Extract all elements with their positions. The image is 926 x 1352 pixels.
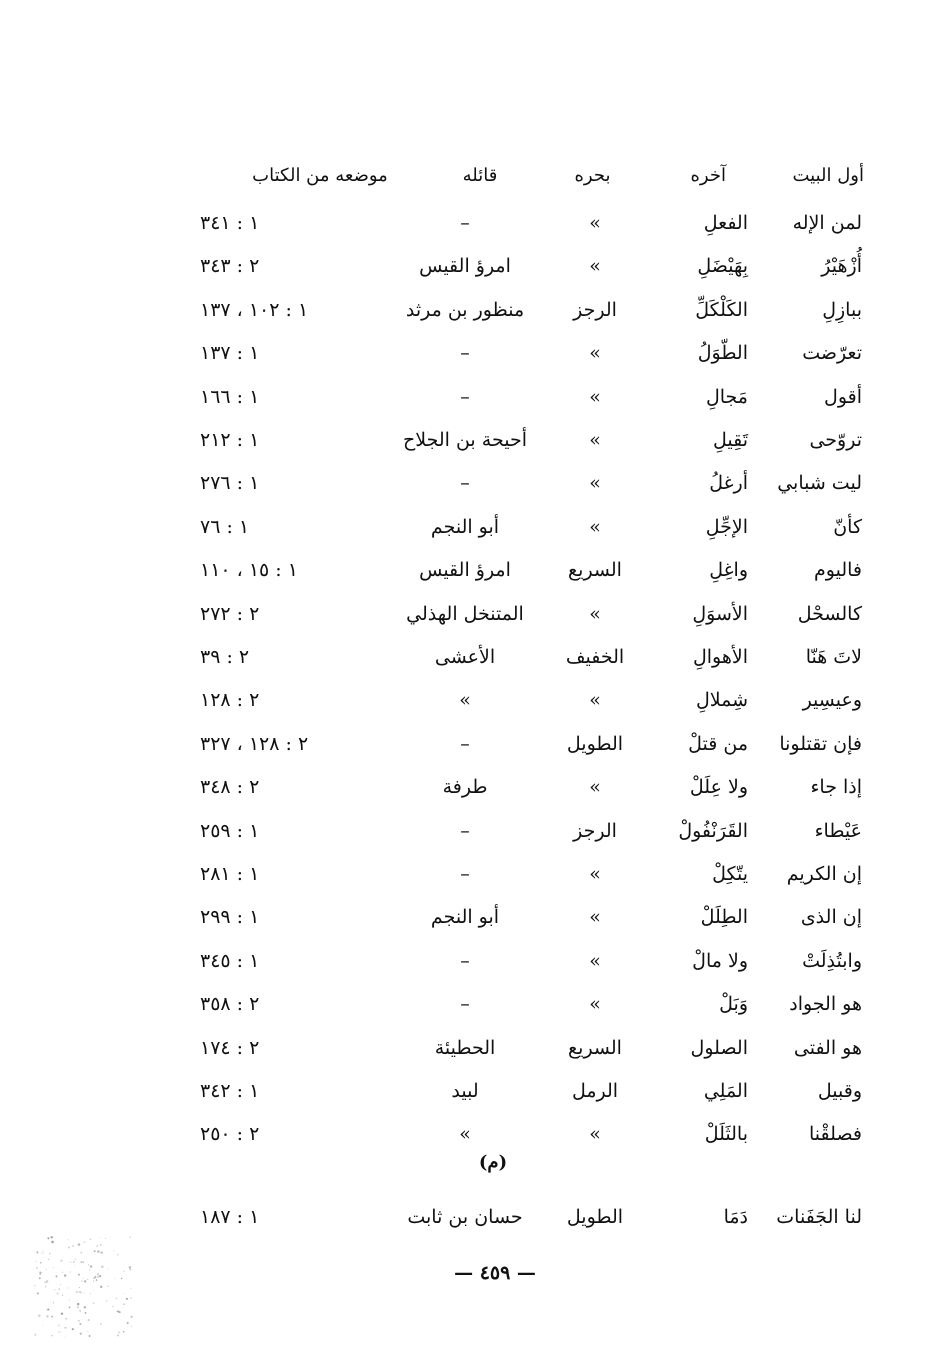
table-row: [0, 1197, 926, 1237]
verse-reference: ٢ : ٣٤٣: [200, 255, 260, 278]
table-row: [0, 1114, 926, 1154]
verse-meter: »: [589, 255, 601, 278]
verse-meter: »: [589, 1123, 601, 1146]
verse-reference: ٢ : ١٧٤: [200, 1036, 260, 1059]
verse-poet: الأعشى: [434, 646, 496, 668]
table-row: [0, 507, 926, 547]
verse-poet: المتنخل الهذلي: [406, 602, 524, 625]
table-row: [0, 1028, 926, 1068]
verse-first-words: فإن تقتلونا: [779, 732, 862, 755]
table-row: [0, 290, 926, 330]
table-header: [0, 156, 926, 196]
verse-reference: ٢ : ١٢٨ ، ٣٢٧: [200, 732, 309, 755]
verse-poet: لبيد: [451, 1080, 479, 1102]
verse-meter: »: [589, 602, 601, 625]
table-row: [0, 984, 926, 1024]
table-row: [0, 897, 926, 937]
verse-poet: امرؤ القيس: [419, 559, 511, 582]
verse-first-words: ليت شبابي: [777, 472, 862, 495]
verse-reference: ١ : ٧٦: [200, 515, 250, 538]
verse-last-word: أرغلُ: [709, 472, 748, 495]
verse-reference: ٢ : ٣٤٨: [200, 776, 260, 799]
verse-last-word: وَبَلْ: [719, 993, 748, 1016]
verse-reference: ١ : ٣٤١: [200, 212, 260, 234]
table-row: [0, 550, 926, 590]
verse-meter: السريع: [568, 1036, 622, 1059]
verse-last-word: ولا مالْ: [692, 949, 748, 972]
header-poet: قائله: [462, 165, 498, 186]
verse-poet: أبو النجم: [430, 515, 500, 538]
verse-poet: –: [460, 993, 470, 1016]
verse-meter: »: [589, 949, 601, 972]
verse-last-word: الفعلِ: [703, 212, 748, 234]
page-number: — ٤٥٩ —: [454, 1262, 536, 1284]
verse-poet: –: [460, 819, 470, 842]
verse-poet: –: [460, 212, 470, 234]
verse-first-words: فاليوم: [814, 559, 862, 582]
verse-first-words: لنا الجَفَنات: [776, 1206, 862, 1228]
verse-reference: ٢ : ٢٧٢: [200, 602, 260, 625]
verse-meter: السريع: [568, 559, 622, 582]
scan-noise-decoration: [30, 1232, 140, 1342]
verse-meter: »: [589, 429, 601, 451]
table-row: [0, 463, 926, 503]
verse-last-word: تَقِيلِ: [712, 429, 748, 451]
verse-last-word: مَجالِ: [705, 385, 748, 408]
verse-first-words: هو الجواد: [789, 993, 862, 1016]
verse-poet: الحطيئة: [434, 1036, 496, 1059]
verse-poet: طرفة: [442, 776, 488, 799]
header-last: آخره: [690, 165, 726, 186]
verse-first-words: وعيسِير: [802, 689, 862, 712]
verse-meter: »: [589, 472, 601, 495]
verse-poet: منظور بن مرثد: [405, 298, 525, 321]
table-row: [0, 246, 926, 286]
verse-poet: –: [460, 472, 470, 495]
verse-first-words: تروّحى: [809, 429, 862, 451]
verse-first-words: لمن الإله: [792, 212, 862, 234]
verse-reference: ١ : ٢٥٩: [200, 819, 260, 842]
verse-poet: حسان بن ثابت: [407, 1206, 523, 1228]
verse-poet: –: [460, 949, 470, 972]
verse-poet: أحيحة بن الجلاح: [403, 429, 527, 451]
verse-poet: امرؤ القيس: [419, 255, 511, 278]
table-row: [0, 680, 926, 720]
verse-first-words: عَيْطاء: [814, 819, 862, 842]
header-first: أول البيت: [792, 165, 864, 186]
verse-first-words: إذا جاء: [810, 776, 862, 799]
table-row: [0, 420, 926, 460]
verse-meter: »: [589, 863, 601, 885]
verse-last-word: القَرَنْفُولْ: [678, 819, 748, 842]
table-row: [0, 767, 926, 807]
verse-last-word: واغِلِ: [709, 559, 748, 582]
verse-reference: ١ : ١٨٧: [200, 1206, 260, 1228]
verse-first-words: فصلقْنا: [809, 1123, 862, 1146]
verse-meter: »: [589, 342, 601, 365]
verse-first-words: وقبيل: [817, 1080, 862, 1102]
verse-reference: ١ : ٢١٢: [200, 429, 260, 451]
verse-last-word: المَلِي: [703, 1080, 748, 1102]
verse-meter: »: [589, 776, 601, 799]
table-row: [0, 377, 926, 417]
verse-meter: الطويل: [566, 1206, 624, 1228]
verse-poet: أبو النجم: [430, 906, 500, 929]
verse-last-word: الإجِّلِ: [705, 515, 748, 538]
verse-last-word: الصلول: [690, 1036, 748, 1059]
verse-poet: –: [460, 385, 470, 408]
verse-poet: –: [460, 863, 470, 885]
table-row: [0, 811, 926, 851]
header-ref: موضعه من الكتاب: [252, 165, 388, 186]
table-row: [0, 854, 926, 894]
verse-first-words: تعرّضت: [802, 342, 862, 365]
table-row: [0, 941, 926, 981]
table-row: [0, 594, 926, 634]
verse-last-word: الأهوالِ: [692, 646, 748, 668]
verse-reference: ١ : ٢٩٩: [200, 906, 260, 929]
verse-reference: ١ : ١٠٢ ، ١٣٧: [200, 298, 309, 321]
verse-meter: الخفيف: [565, 646, 625, 668]
section-heading: (م): [478, 1152, 508, 1173]
verse-meter: الرجز: [573, 819, 617, 842]
verse-last-word: الأسوَلِ: [692, 602, 748, 625]
verse-first-words: إن الكريم: [786, 863, 862, 885]
table-row: [0, 1071, 926, 1111]
verse-reference: ١ : ١٦٦: [200, 385, 260, 408]
verse-reference: ١ : ١٣٧: [200, 342, 260, 365]
verse-last-word: من قتلْ: [688, 732, 748, 755]
verse-reference: ١ : ١٥ ، ١١٠: [200, 559, 298, 582]
verse-reference: ١ : ٢٧٦: [200, 472, 260, 495]
verse-reference: ١ : ٣٤٢: [200, 1080, 260, 1102]
verse-last-word: بالثَلَلْ: [704, 1123, 748, 1146]
verse-poet: »: [459, 1123, 471, 1146]
verse-first-words: كالسحْل: [797, 602, 862, 625]
verse-last-word: شِملالِ: [695, 689, 748, 712]
verse-first-words: كأنّ: [833, 515, 862, 538]
verse-last-word: الكَلْكَلِّ: [695, 298, 748, 321]
verse-meter: »: [589, 689, 601, 712]
verse-meter: »: [589, 993, 601, 1016]
verse-last-word: ولا عِلَلْ: [689, 776, 748, 799]
verse-first-words: وابتُذِلَتْ: [802, 949, 862, 972]
verse-meter: الطويل: [566, 732, 624, 755]
verse-reference: ٢ : ٣٩: [200, 646, 250, 668]
header-meter: بحره: [574, 165, 611, 186]
verse-first-words: أقول: [824, 385, 862, 408]
verse-meter: »: [589, 385, 601, 408]
table-row: [0, 333, 926, 373]
table-row: [0, 637, 926, 677]
verse-first-words: أُزْهَيْرُ: [821, 255, 862, 278]
table-row: [0, 203, 926, 243]
verse-meter: الرمل: [571, 1080, 619, 1102]
verse-poet: –: [460, 342, 470, 365]
verse-poet: –: [460, 732, 470, 755]
verse-reference: ١ : ٣٤٥: [200, 949, 260, 972]
verse-meter: الرجز: [573, 298, 617, 321]
verse-first-words: ببازِلِ: [822, 298, 862, 321]
table-row: [0, 724, 926, 764]
verse-last-word: الطّوَلُ: [697, 342, 748, 365]
verse-last-word: يتّكِلْ: [712, 863, 748, 885]
verse-last-word: دَمَا: [723, 1206, 748, 1228]
verse-last-word: بِهَيْضَلِ: [697, 255, 748, 278]
verse-meter: »: [589, 906, 601, 929]
verse-meter: »: [589, 515, 601, 538]
verse-reference: ٢ : ١٢٨: [200, 689, 260, 712]
verse-first-words: هو الفتى: [793, 1036, 862, 1059]
verse-first-words: لاتَ هَنّا: [805, 646, 862, 668]
verse-reference: ٢ : ٢٥٠: [200, 1123, 260, 1146]
verse-reference: ٢ : ٣٥٨: [200, 993, 260, 1016]
verse-first-words: إن الذى: [800, 906, 862, 929]
verse-poet: »: [459, 689, 471, 712]
verse-reference: ١ : ٢٨١: [200, 863, 260, 885]
verse-last-word: الطِلَلْ: [700, 906, 748, 929]
verse-meter: »: [589, 212, 601, 234]
